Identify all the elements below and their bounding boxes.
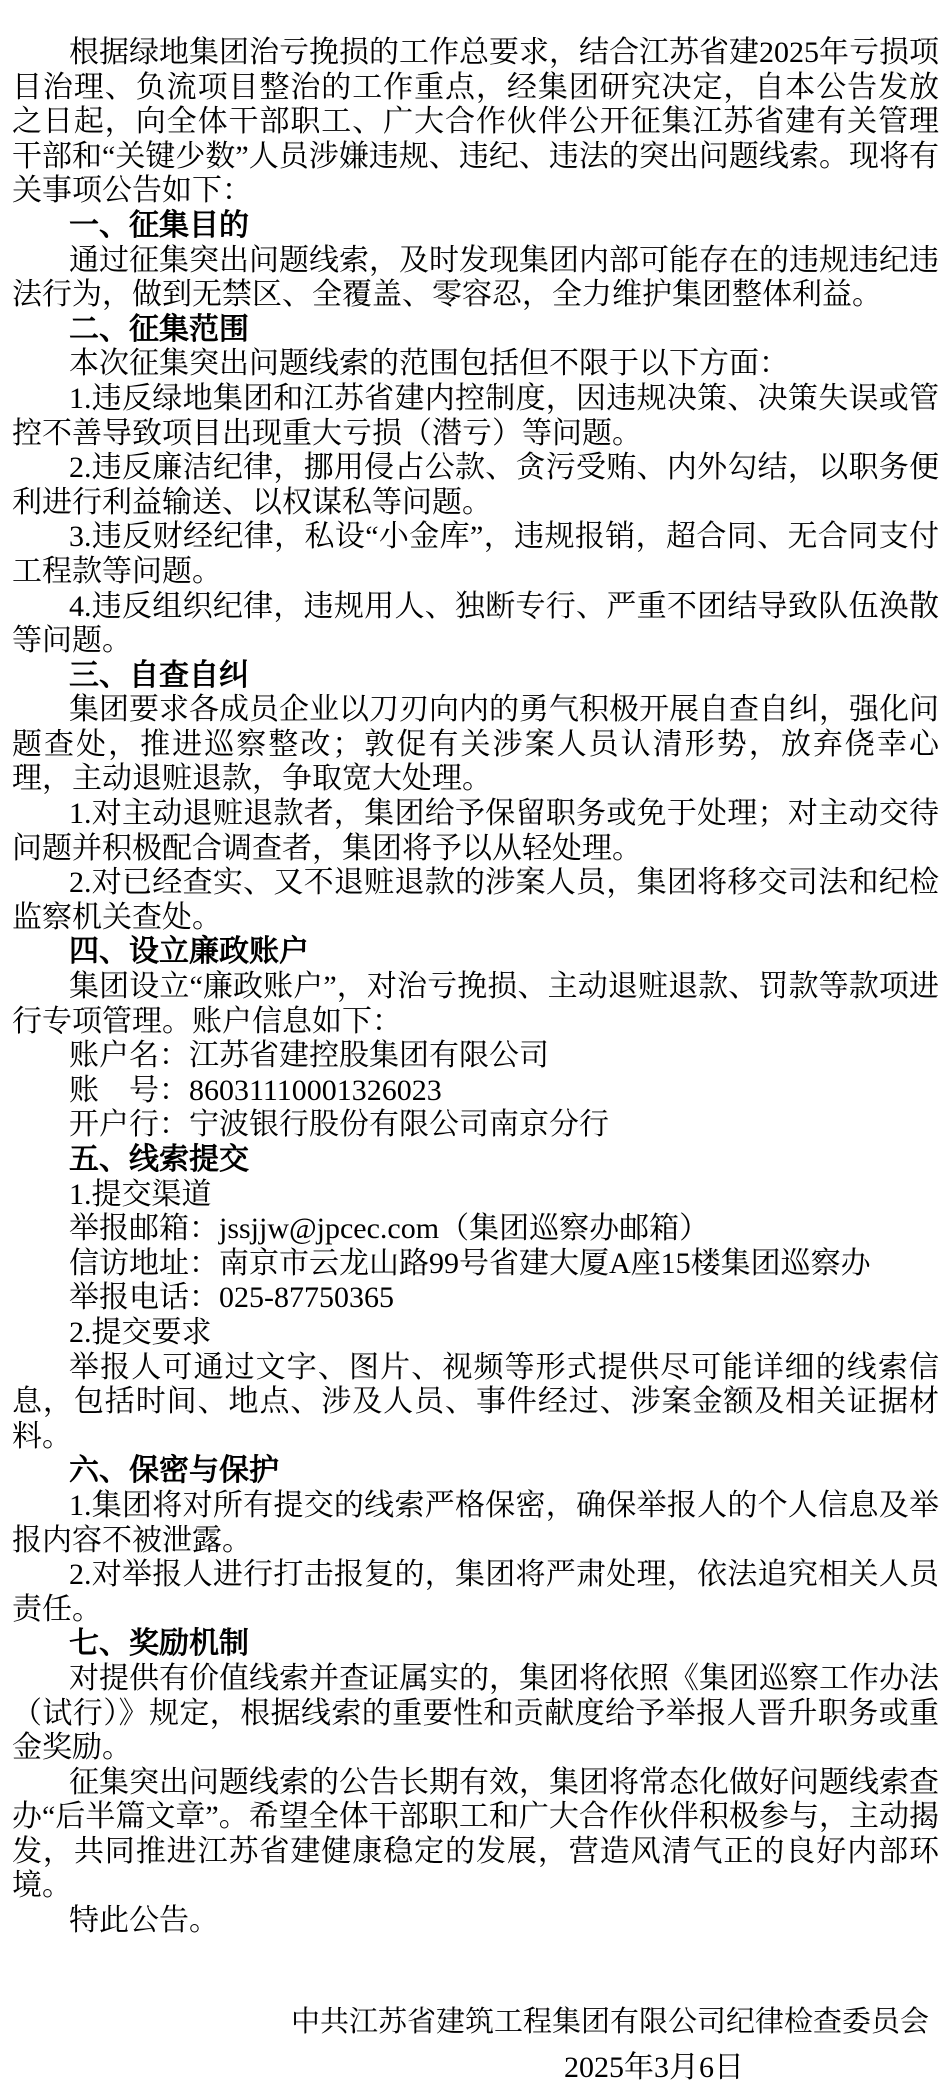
body-paragraph: 举报电话：025-87750365	[69, 1281, 394, 1315]
body-paragraph: 1.对主动退赃退款者，集团给予保留职务或免于处理；对主动交待问题并积极配合调查者，集团将予以从轻处理。	[12, 797, 939, 865]
body-paragraph: 账户名：江苏省建控股集团有限公司	[69, 1039, 549, 1073]
section-heading: 七、奖励机制	[69, 1627, 249, 1661]
body-paragraph: 集团设立“廉政账户”，对治亏挽损、主动退赃退款、罚款等款项进行专项管理。账户信息如下：	[12, 970, 939, 1038]
body-paragraph: 本次征集突出问题线索的范围包括但不限于以下方面：	[69, 347, 789, 381]
body-paragraph: 2.提交要求	[69, 1315, 212, 1349]
section-heading: 四、设立廉政账户	[69, 935, 309, 969]
body-paragraph: 根据绿地集团治亏挽损的工作总要求，结合江苏省建2025年亏损项目治理、负流项目整治的工作重点，经集团研究决定，自本公告发放之日起，向全体干部职工、广大合作伙伴公开征集江苏省建有关管理干部和“关键少数”人员涉嫌违规、违纪、违法的突出问题线索。现将有关事项公告如下：	[12, 36, 939, 208]
signature-line: 中共江苏省建筑工程集团有限公司纪律检查委员会	[290, 2005, 929, 2038]
section-heading: 一、征集目的	[69, 208, 249, 242]
body-paragraph: 集团要求各成员企业以刀刃向内的勇气积极开展自查自纠，强化问题查处，推进巡察整改；敦促有关涉案人员认清形势，放弃侥幸心理，主动退赃退款，争取宽大处理。	[12, 693, 939, 796]
body-paragraph: 信访地址：南京市云龙山路99号省建大厦A座15楼集团巡察办	[69, 1246, 871, 1280]
body-paragraph: 举报人可通过文字、图片、视频等形式提供尽可能详细的线索信息，包括时间、地点、涉及人员、事件经过、涉案金额及相关证据材料。	[12, 1350, 939, 1453]
section-heading: 三、自查自纠	[69, 658, 249, 692]
body-paragraph: 举报邮箱：jssjjw@jpcec.com（集团巡察办邮箱）	[69, 1212, 710, 1246]
body-paragraph: 账 号：86031110001326023	[69, 1073, 442, 1107]
body-paragraph: 特此公告。	[69, 1904, 219, 1938]
body-paragraph: 1.提交渠道	[69, 1177, 212, 1211]
body-paragraph: 1.集团将对所有提交的线索严格保密，确保举报人的个人信息及举报内容不被泄露。	[12, 1488, 939, 1557]
announcement-body	[12, 36, 939, 1939]
body-paragraph: 开户行：宁波银行股份有限公司南京分行	[69, 1108, 609, 1142]
date-line: 2025年3月6日	[564, 2051, 744, 2085]
body-paragraph: 4.违反组织纪律，违规用人、独断专行、严重不团结导致队伍涣散等问题。	[12, 589, 939, 658]
body-paragraph: 2.违反廉洁纪律，挪用侵占公款、贪污受贿、内外勾结，以职务便利进行利益输送、以权谋私等问题。	[12, 451, 939, 519]
body-paragraph: 通过征集突出问题线索，及时发现集团内部可能存在的违规违纪违法行为，做到无禁区、全覆盖、零容忍，全力维护集团整体利益。	[12, 243, 939, 312]
body-paragraph: 3.违反财经纪律，私设“小金库”，违规报销，超合同、无合同支付工程款等问题。	[12, 520, 939, 588]
body-paragraph: 2.对举报人进行打击报复的，集团将严肃处理，依法追究相关人员责任。	[12, 1558, 939, 1626]
section-heading: 六、保密与保护	[69, 1454, 279, 1488]
body-paragraph: 征集突出问题线索的公告长期有效，集团将常态化做好问题线索查办“后半篇文章”。希望全体干部职工和广大合作伙伴积极参与，主动揭发，共同推进江苏省建健康稳定的发展，营造风清气正的良好内部环境。	[12, 1765, 939, 1903]
body-paragraph: 1.违反绿地集团和江苏省建内控制度，因违规决策、决策失误或管控不善导致项目出现重大亏损（潜亏）等问题。	[12, 381, 939, 450]
body-paragraph: 2.对已经查实、又不退赃退款的涉案人员，集团将移交司法和纪检监察机关查处。	[12, 866, 939, 934]
section-heading: 五、线索提交	[69, 1143, 249, 1176]
body-paragraph: 对提供有价值线索并查证属实的，集团将依照《集团巡察工作办法（试行）》规定，根据线索的重要性和贡献度给予举报人晋升职务或重金奖励。	[12, 1661, 939, 1765]
section-heading: 二、征集范围	[69, 312, 249, 346]
